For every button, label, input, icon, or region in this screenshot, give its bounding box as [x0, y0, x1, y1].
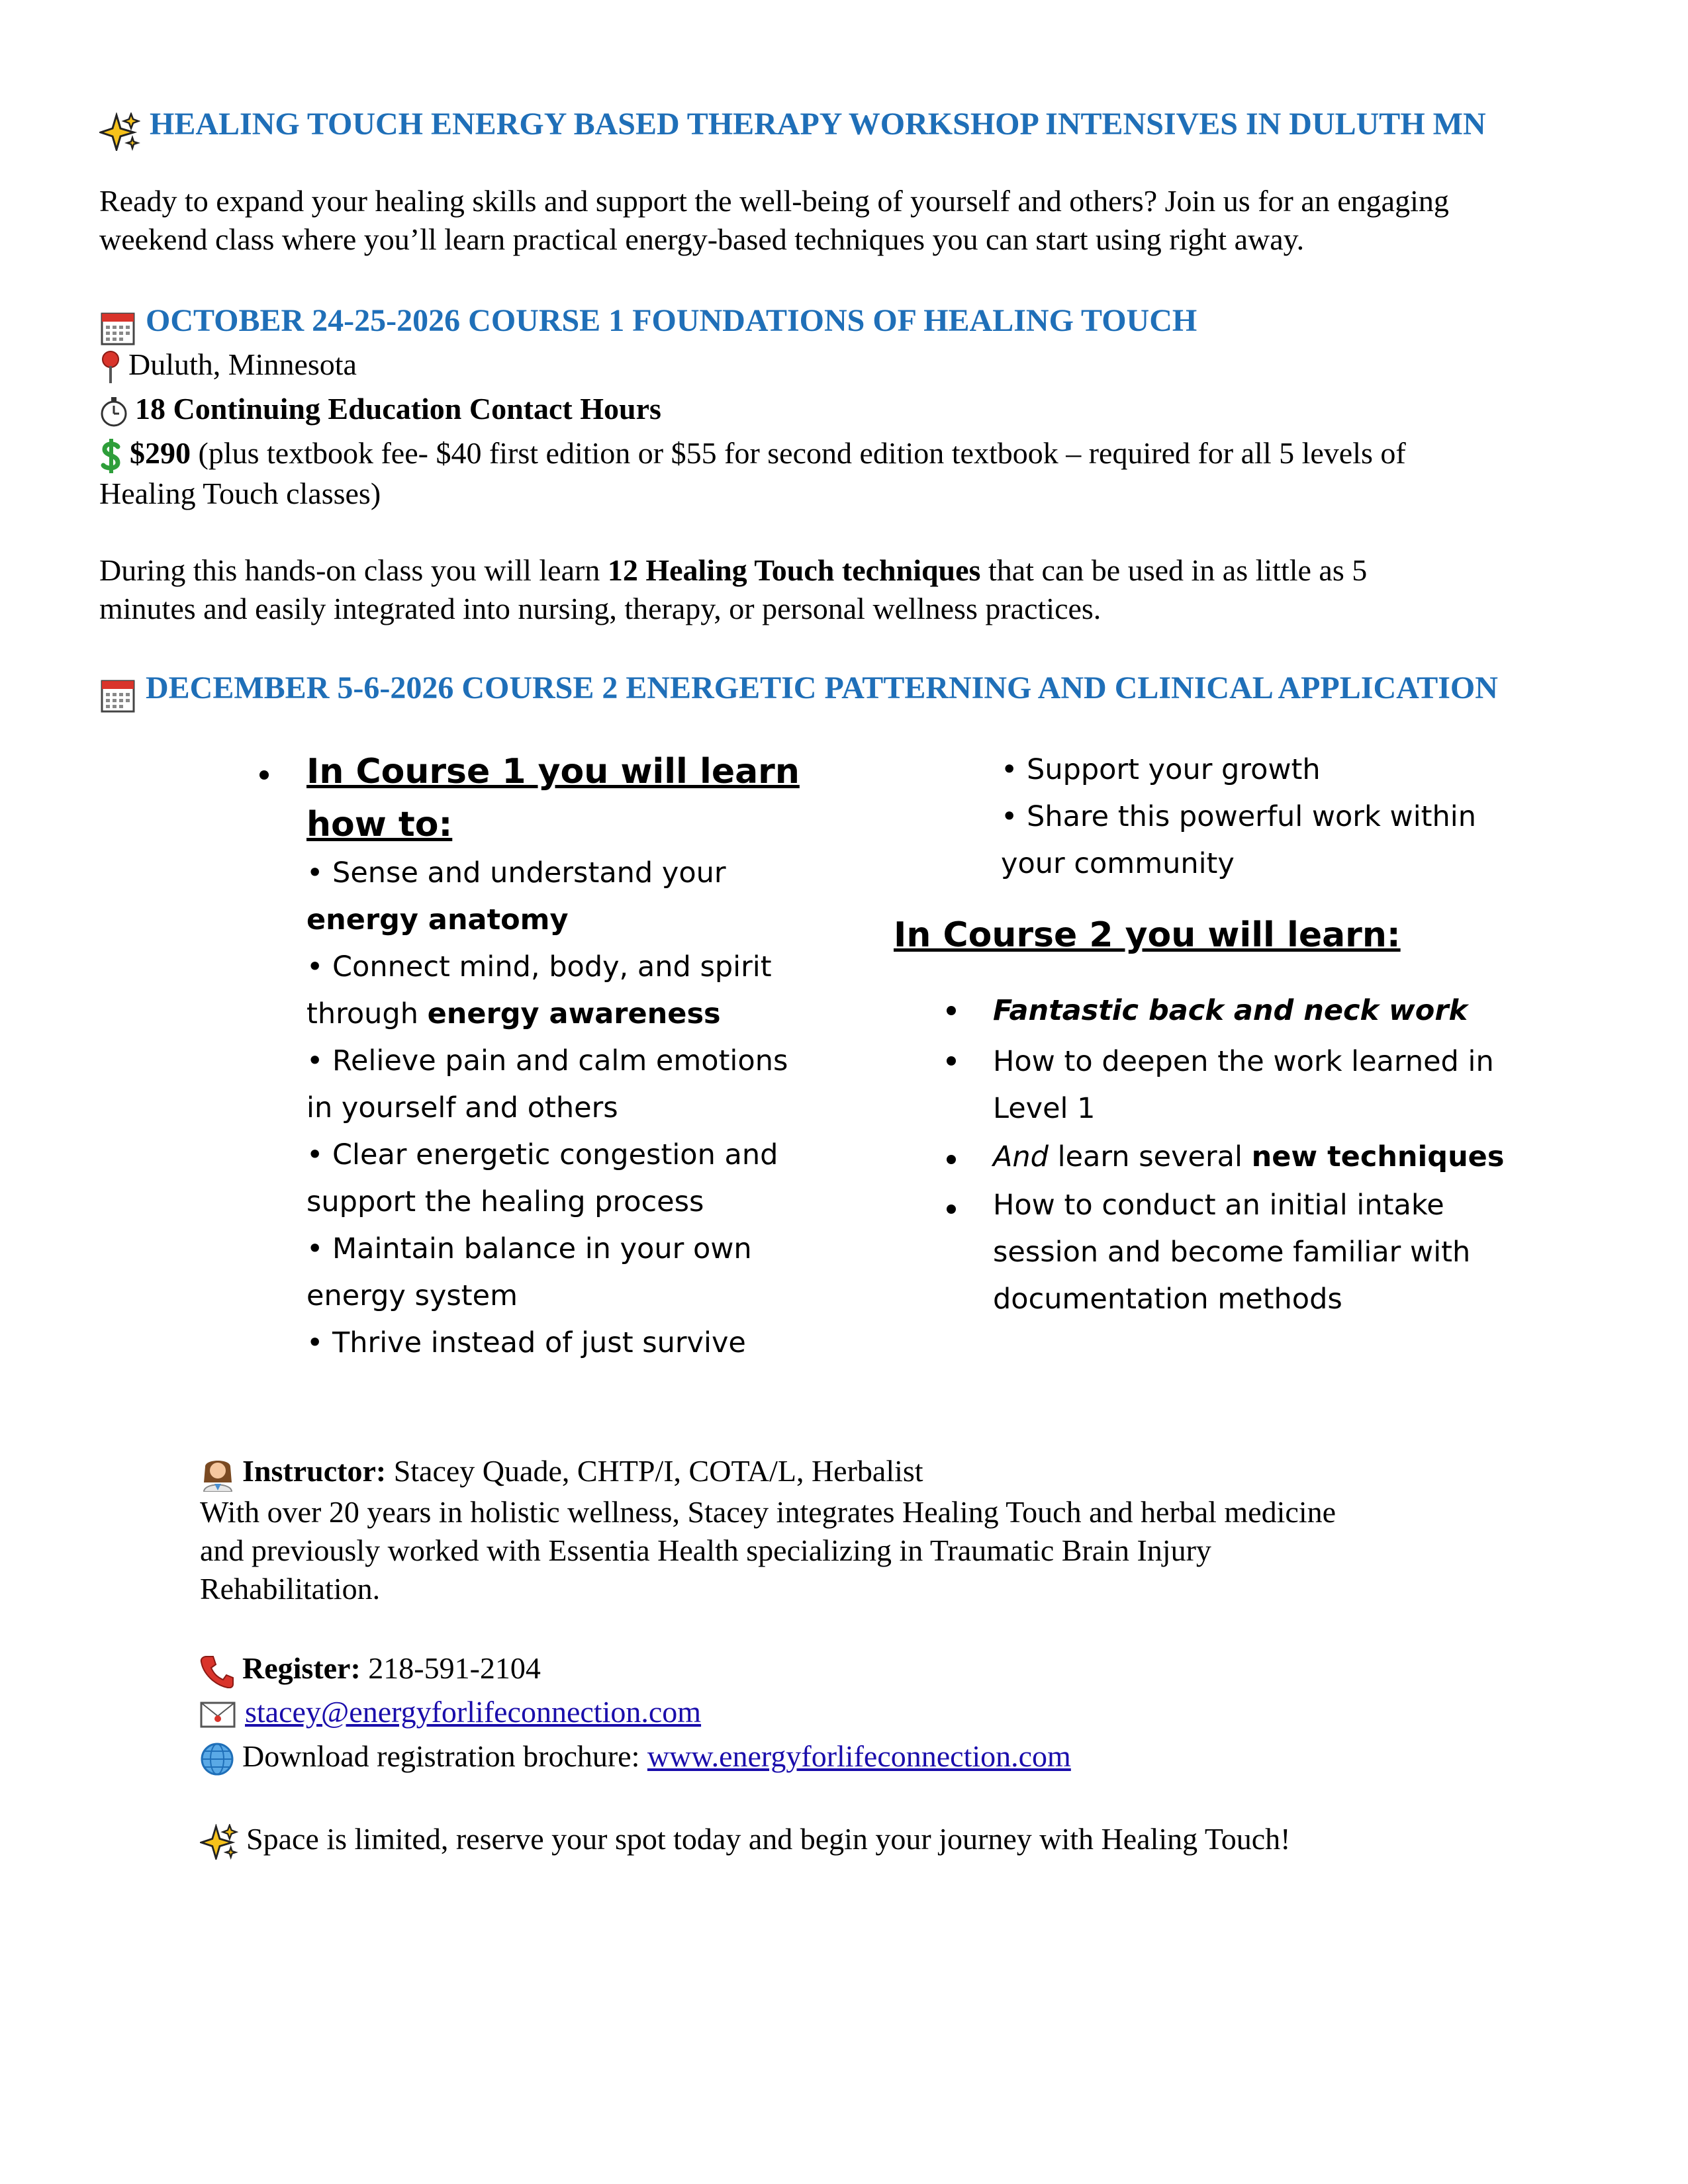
stopwatch-icon	[99, 396, 128, 428]
list-item: How to deepen the work learned in	[993, 1045, 1494, 1078]
list-item-italic: And	[993, 1140, 1049, 1173]
list-item: in yourself and others	[306, 1091, 618, 1124]
price-paragraph	[99, 434, 1406, 513]
list-item	[306, 991, 800, 1038]
list-item-text: learn several	[1048, 1140, 1252, 1173]
round-pushpin-icon	[99, 350, 122, 385]
course2-date-heading: DECEMBER 5-6-2026 COURSE 2 ENERGETIC PATTERNING AND CLINICAL APPLICATION	[146, 670, 1498, 705]
list-item: • Share this powerful work within	[1001, 800, 1476, 833]
globe-icon	[200, 1742, 234, 1776]
course2-learn-list	[993, 987, 1504, 1323]
location-text: Duluth, Minnesota	[128, 347, 357, 381]
course1-learn-list	[306, 850, 800, 1367]
list-item: • Relieve pain and calm emotions	[306, 1044, 788, 1077]
list-item: • Maintain balance in your own	[306, 1232, 752, 1265]
list-item: support the healing process	[306, 1185, 704, 1218]
list-item-bold: energy awareness	[427, 997, 721, 1030]
calendar-icon	[101, 311, 135, 345]
list-bullet	[947, 1205, 956, 1214]
instructor-bio	[200, 1493, 1336, 1608]
location-row	[99, 345, 357, 385]
website-link[interactable]: www.energyforlifeconnection.com	[647, 1739, 1071, 1773]
list-item: Fantastic back and neck work	[993, 994, 1468, 1027]
list-item: session and become familiar with	[993, 1236, 1471, 1269]
list-item: energy system	[306, 1279, 518, 1312]
envelope-icon	[200, 1702, 236, 1728]
course1-learn-column	[306, 744, 800, 1367]
instructor-row	[200, 1452, 923, 1492]
register-row	[200, 1649, 541, 1688]
calendar-icon	[101, 678, 135, 713]
description-text: During this hands-on class you will learn	[99, 553, 608, 587]
course1-date-heading: OCTOBER 24-25-2026 COURSE 1 FOUNDATIONS OF HEALING TOUCH	[146, 303, 1197, 338]
list-item: your community	[1001, 847, 1235, 880]
brochure-row	[200, 1737, 1071, 1776]
bio-line: Rehabilitation.	[200, 1572, 381, 1606]
course1-learn-title: how to:	[306, 805, 453, 844]
telephone-icon	[200, 1654, 234, 1688]
sparkles-icon	[200, 1824, 238, 1860]
brochure-text: Download registration brochure:	[242, 1739, 647, 1773]
list-bullet	[947, 1155, 956, 1164]
intro-paragraph	[99, 182, 1449, 259]
intro-line: Ready to expand your healing skills and support the well-being of yourself and others? Join us for an engaging	[99, 184, 1449, 218]
person-icon	[200, 1456, 236, 1492]
description-line	[99, 551, 1367, 590]
sparkles-icon	[99, 113, 140, 151]
price-note: (plus textbook fee- $40 first edition or $55 for second edition textbook – required for all 5 levels of	[191, 436, 1406, 470]
course1-description	[99, 551, 1367, 628]
price-value: $290	[130, 436, 191, 470]
list-bullet	[259, 770, 269, 780]
list-item: documentation methods	[993, 1283, 1342, 1316]
list-item: Level 1	[993, 1092, 1096, 1125]
price-line	[99, 434, 1406, 475]
description-text: that can be used in as little as 5	[980, 553, 1368, 587]
hours-text: 18 Continuing Education Contact Hours	[135, 392, 661, 426]
closing-row	[200, 1820, 1290, 1860]
course1-learn-title: In Course 1 you will learn	[306, 752, 800, 792]
list-item: • Thrive instead of just survive	[306, 1326, 746, 1359]
dollar-sign-icon	[99, 437, 123, 475]
price-note-line2: Healing Touch classes)	[99, 477, 381, 511]
list-item: • Clear energetic congestion and	[306, 1138, 778, 1171]
phone-number: 218-591-2104	[360, 1651, 541, 1685]
list-bullet	[947, 1056, 956, 1066]
title-row	[99, 105, 1486, 151]
closing-text: Space is limited, reserve your spot today and begin your journey with Healing Touch!	[246, 1822, 1291, 1856]
list-item: • Support your growth	[1001, 753, 1321, 786]
instructor-name: Stacey Quade, CHTP/I, COTA/L, Herbalist	[386, 1454, 923, 1488]
intro-line: weekend class where you’ll learn practical energy-based techniques you can start using right away.	[99, 222, 1305, 256]
list-item-text: through	[306, 997, 428, 1030]
course2-learn-title: In Course 2 you will learn:	[894, 915, 1401, 955]
course1-heading-row	[101, 301, 1197, 345]
list-item: • Sense and understand your	[306, 856, 726, 889]
page-title: HEALING TOUCH ENERGY BASED THERAPY WORKSHOP INTENSIVES IN DULUTH MN	[150, 107, 1486, 142]
register-label: Register:	[242, 1651, 361, 1685]
list-item: • Connect mind, body, and spirit	[306, 950, 772, 983]
instructor-label: Instructor:	[242, 1454, 387, 1488]
email-row	[200, 1693, 701, 1731]
list-bullet	[947, 1006, 956, 1015]
description-line2: minutes and easily integrated into nursing, therapy, or personal wellness practices.	[99, 592, 1102, 625]
list-item: energy anatomy	[306, 903, 569, 936]
course2-heading-row	[101, 668, 1498, 713]
bio-line: With over 20 years in holistic wellness, Stacey integrates Healing Touch and herbal medicine	[200, 1495, 1336, 1529]
list-item-bold: new techniques	[1251, 1140, 1505, 1173]
bio-line: and previously worked with Essentia Health specializing in Traumatic Brain Injury	[200, 1533, 1211, 1567]
hours-row	[99, 390, 661, 428]
email-link[interactable]: stacey@energyforlifeconnection.com	[245, 1695, 702, 1729]
course1-continued-list	[1001, 747, 1476, 887]
list-item	[993, 1134, 1504, 1181]
list-item: How to conduct an initial intake	[993, 1189, 1444, 1222]
description-bold: 12 Healing Touch techniques	[607, 553, 981, 587]
